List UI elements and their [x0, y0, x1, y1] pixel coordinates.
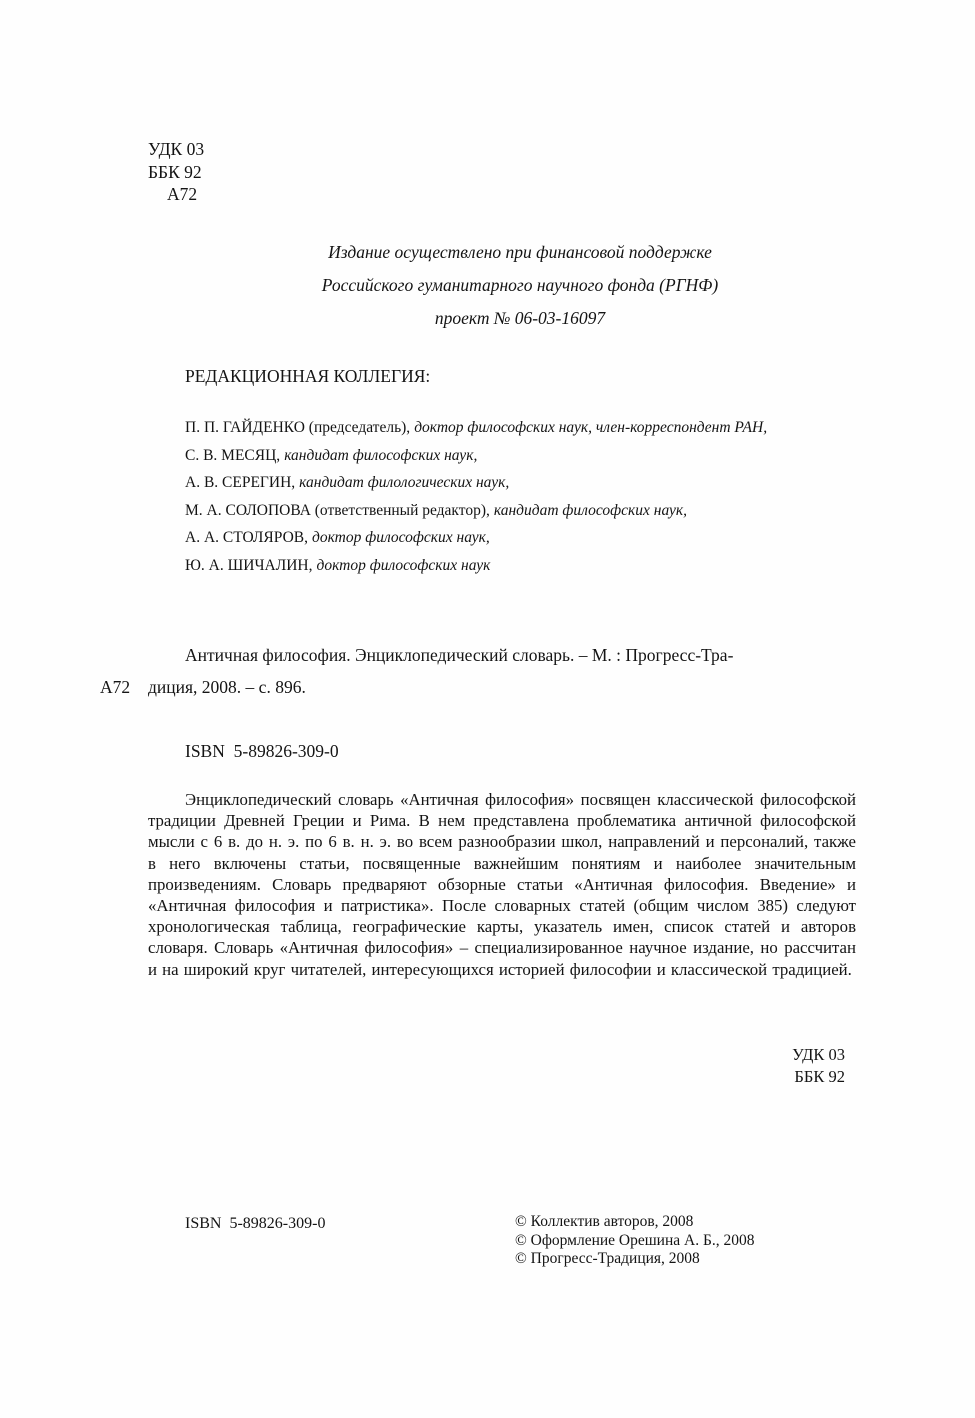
bbk-code: ББК 92: [794, 1067, 845, 1086]
isbn-number: ISBN 5-89826-309-0: [185, 741, 339, 761]
isbn-number-footer: ISBN 5-89826-309-0: [185, 1215, 326, 1232]
editorial-board-list: [185, 414, 767, 580]
editorial-member: [185, 552, 767, 580]
book-annotation: Энциклопедический словарь «Античная философия» посвящен классической философской традиции Древней Греции и Рима. В нем представлена проблематика античной философской мысли с 6 в. до н. э. по 6 в. н. э. во всем разнообразии школ, направлений и персоналий, также в него включены статьи, посвященные важнейшим понятиям и наиболее значительным произведениям. Словарь предваряют обзорные статьи «Античная философия. Введение» и «Античная философия и патристика». После словарных статей (общим числом 385) следуют хронологическая таблица, географические карты, указатель имен, список статей и авторов словаря. Словарь «Античная философия» – специализированное научное издание, но рассчитан и на широкий круг читателей, интересующихся историей философии и классической традицией.: [148, 790, 856, 979]
member-name: П. П. ГАЙДЕНКО (председатель),: [185, 419, 411, 436]
copyright-block: [515, 1213, 755, 1269]
classification-codes-bottom: [792, 1044, 845, 1088]
bbk-code: ББК 92: [148, 161, 202, 182]
copyright-line: © Коллектив авторов, 2008: [515, 1213, 694, 1230]
author-sign-code: А72: [167, 184, 198, 204]
udk-code: УДК 03: [792, 1045, 845, 1064]
editorial-member: [185, 442, 767, 470]
member-degree: кандидат философских наук,: [284, 446, 478, 464]
funding-note-line3: проект № 06-03-16097: [434, 308, 606, 328]
editorial-member: [185, 497, 767, 525]
member-degree: кандидат филологических наук,: [299, 474, 510, 492]
funding-note-line1: Издание осуществлено при финансовой поддержке: [328, 242, 712, 262]
copyright-line: © Оформление Орешина А. Б., 2008: [515, 1231, 755, 1249]
funding-note: [148, 236, 892, 335]
member-name: А. В. СЕРЕГИН,: [185, 474, 296, 492]
udk-code: УДК 03: [148, 139, 205, 159]
editorial-member: [185, 414, 767, 442]
member-name: Ю. А. ШИЧАЛИН,: [185, 556, 313, 574]
member-degree: доктор философских наук, член-корреспондент РАН,: [414, 419, 768, 436]
editorial-board-heading: РЕДАКЦИОННАЯ КОЛЛЕГИЯ:: [185, 366, 431, 386]
copyright-line: © Прогресс-Традиция, 2008: [515, 1250, 700, 1268]
catalog-entry-line1: Античная философия. Энциклопедический словарь. – М. : Прогресс-Тра-: [185, 645, 734, 665]
member-name: С. В. МЕСЯЦ,: [185, 446, 281, 464]
editorial-member: [185, 524, 767, 552]
member-name: М. А. СОЛОПОВА (ответственный редактор),: [185, 501, 490, 519]
classification-codes-top: [148, 138, 204, 206]
funding-note-line2: Российского гуманитарного научного фонда (РГНФ): [321, 275, 719, 295]
member-degree: доктор философских наук,: [311, 529, 490, 547]
catalog-entry-line2: диция, 2008. – с. 896.: [148, 677, 306, 697]
member-degree: кандидат философских наук,: [493, 501, 688, 519]
catalog-entry-code: А72: [100, 677, 131, 697]
editorial-member: [185, 469, 767, 497]
member-name: А. А. СТОЛЯРОВ,: [185, 529, 308, 547]
member-degree: доктор философских наук: [316, 556, 491, 574]
